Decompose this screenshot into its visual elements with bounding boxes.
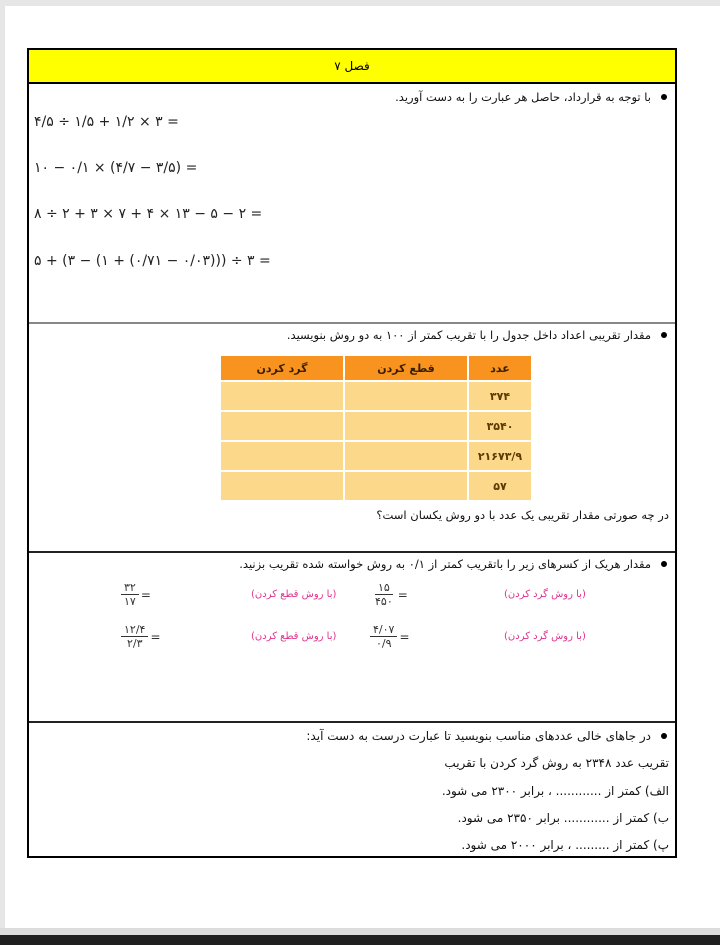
instruction-text: مقدار هریک از کسرهای زیر را باتقریب کمتر از ۰/۱ به روش خواسته شده تقریب بزنید. bbox=[239, 557, 651, 571]
table-row bbox=[221, 382, 531, 410]
equals-sign: = bbox=[150, 629, 161, 644]
cell-round-input[interactable] bbox=[221, 412, 343, 440]
numerator: ۱۵ bbox=[375, 581, 393, 595]
equals-sign: = bbox=[397, 587, 408, 602]
cell-round-input[interactable] bbox=[221, 382, 343, 410]
page-shadow bbox=[0, 928, 720, 935]
section-order-of-operations bbox=[29, 84, 675, 324]
cell-number: ۲۱۶۷۳/۹ bbox=[469, 442, 531, 470]
viewer-bottom-bar bbox=[0, 935, 720, 945]
fraction bbox=[121, 581, 151, 608]
approximation-table bbox=[219, 354, 533, 502]
header-number: عدد bbox=[469, 356, 531, 380]
cell-number: ۵۷ bbox=[469, 472, 531, 500]
section-approximation-table bbox=[29, 324, 675, 553]
instruction-text: با توجه به قرارداد، حاصل هر عبارت را به دست آورید. bbox=[395, 90, 651, 104]
method-label: (با روش قطع کردن) bbox=[251, 589, 337, 600]
bullet-icon bbox=[661, 733, 667, 739]
numerator: ۴/۰۷ bbox=[370, 623, 397, 637]
instruction-row bbox=[287, 328, 667, 342]
cell-number: ۳۵۴۰ bbox=[469, 412, 531, 440]
numerator: ۱۲/۴ bbox=[121, 623, 148, 637]
fraction bbox=[370, 623, 410, 650]
viewer-top-edge bbox=[0, 0, 720, 6]
chapter-title: فصل ۷ bbox=[29, 50, 675, 84]
cell-truncate-input[interactable] bbox=[345, 442, 467, 470]
bullet-icon bbox=[661, 94, 667, 100]
cell-truncate-input[interactable] bbox=[345, 382, 467, 410]
cell-truncate-input[interactable] bbox=[345, 472, 467, 500]
section-fraction-approximation bbox=[29, 553, 675, 723]
fraction bbox=[121, 623, 161, 650]
viewer-left-edge bbox=[0, 0, 5, 935]
method-label: (با روش گرد کردن) bbox=[504, 589, 586, 600]
cell-number: ۳۷۴ bbox=[469, 382, 531, 410]
denominator: ۴۵۰ bbox=[375, 595, 393, 608]
blank-line-b[interactable]: ب) کمتر از ............ برابر ۲۳۵۰ می شود. bbox=[457, 811, 669, 825]
numerator: ۳۲ bbox=[121, 581, 139, 595]
header-truncate: قطع کردن bbox=[345, 356, 467, 380]
equals-sign: = bbox=[399, 629, 410, 644]
section-fill-blanks bbox=[29, 723, 675, 856]
bullet-icon bbox=[661, 561, 667, 567]
cell-truncate-input[interactable] bbox=[345, 412, 467, 440]
expression-4: ۵ + (۳ − (۱ + (۰/۷۱ − ۰/۰۳))) ÷ ۳ = bbox=[34, 253, 271, 269]
cell-round-input[interactable] bbox=[221, 442, 343, 470]
instruction-text: مقدار تقریبی اعداد داخل جدول را با تقریب کمتر از ۱۰۰ به دو روش بنویسید. bbox=[286, 328, 651, 342]
fraction bbox=[372, 581, 408, 608]
blank-line-p[interactable]: پ) کمتر از ......... ، برابر ۲۰۰۰ می شود. bbox=[461, 838, 669, 852]
table-row bbox=[221, 472, 531, 500]
cell-round-input[interactable] bbox=[221, 472, 343, 500]
bullet-icon bbox=[661, 332, 667, 338]
expression-2: ۱۰ − ۰/۱ × (۴/۷ − ۳/۵) = bbox=[34, 160, 198, 176]
question-text: در چه صورتی مقدار تقریبی یک عدد با دو روش یکسان است؟ bbox=[376, 508, 669, 522]
method-label: (با روش گرد کردن) bbox=[504, 631, 586, 642]
table-header-row bbox=[221, 356, 531, 380]
header-round: گرد کردن bbox=[221, 356, 343, 380]
equals-sign: = bbox=[140, 587, 151, 602]
worksheet bbox=[27, 48, 677, 858]
instruction-row bbox=[395, 90, 667, 104]
instruction-text: در جاهای خالی عددهای مناسب بنویسید تا عبارت درست به دست آید: bbox=[306, 729, 651, 743]
denominator: ۲/۳ bbox=[126, 637, 143, 650]
expression-3: ۸ ÷ ۲ + ۳ × ۷ + ۴ × ۱۳ − ۵ − ۲ = bbox=[34, 206, 263, 222]
method-label: (با روش قطع کردن) bbox=[251, 631, 337, 642]
denominator: ۱۷ bbox=[124, 595, 136, 608]
lead-text: تقریب عدد ۲۳۴۸ به روش گرد کردن با تقریب bbox=[444, 756, 669, 770]
instruction-row bbox=[239, 557, 667, 571]
expression-1: ۴/۵ ÷ ۱/۵ + ۱/۲ × ۳ = bbox=[34, 114, 179, 130]
table-row bbox=[221, 442, 531, 470]
blank-line-a[interactable]: الف) کمتر از ............ ، برابر ۲۳۰۰ می شود. bbox=[441, 784, 669, 798]
instruction-row bbox=[306, 729, 667, 743]
denominator: ۰/۹ bbox=[375, 637, 392, 650]
table-row bbox=[221, 412, 531, 440]
